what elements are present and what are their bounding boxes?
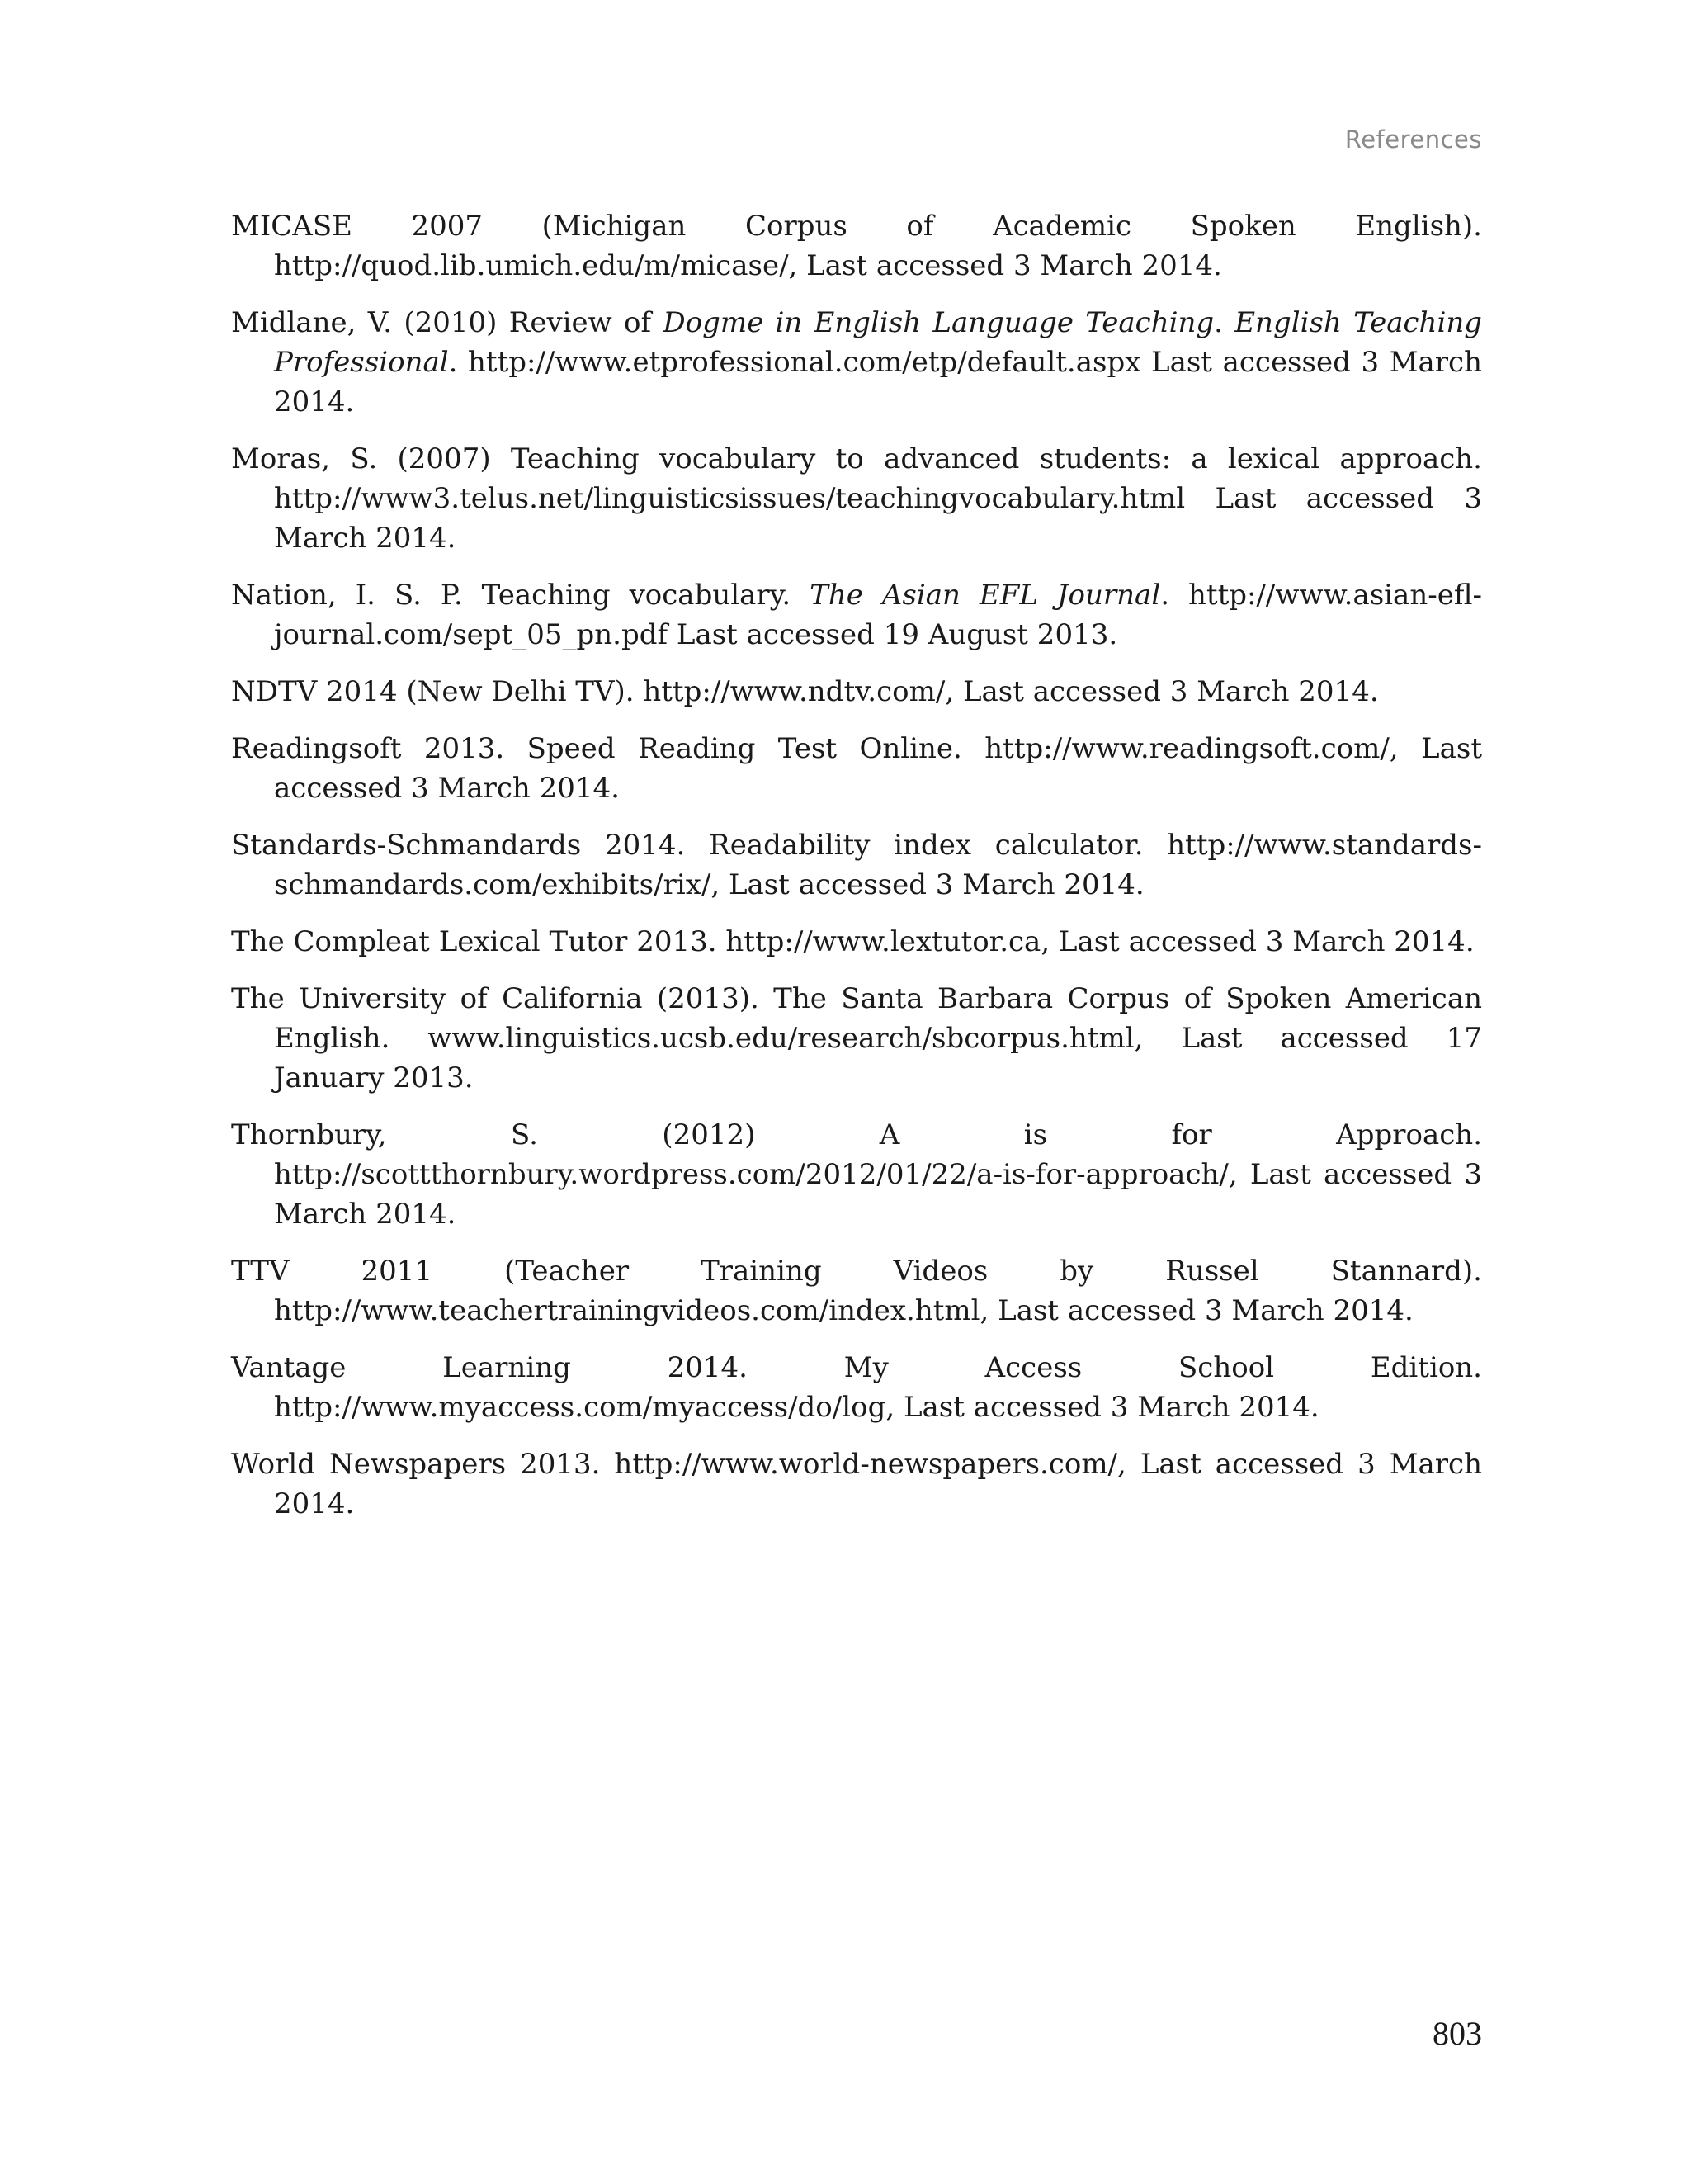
reference-entry	[231, 206, 1482, 286]
reference-entry	[231, 1444, 1482, 1524]
reference-text: Readingsoft 2013. Speed Reading Test Online. http://www.readingsoft.com/, Last accessed 3 March 2014.	[231, 732, 1482, 805]
reference-entry	[231, 979, 1482, 1098]
reference-text: .	[1214, 306, 1235, 339]
reference-text: Nation, I. S. P. Teaching vocabulary.	[231, 579, 810, 612]
reference-text: . http://www.etprofessional.com/etp/default.aspx Last accessed 3 March 2014.	[274, 346, 1482, 418]
reference-text: World Newspapers 2013. http://www.world-newspapers.com/, Last accessed 3 March 2014.	[231, 1448, 1482, 1520]
reference-text: The University of California (2013). The Santa Barbara Corpus of Spoken American English. www.linguistics.ucsb.edu/research/sbcorpus.html, Last accessed 17 January 2013.	[231, 982, 1482, 1094]
reference-text: NDTV 2014 (New Delhi TV). http://www.ndtv.com/, Last accessed 3 March 2014.	[231, 675, 1379, 708]
reference-entry	[231, 825, 1482, 905]
reference-list	[231, 206, 1482, 1541]
reference-text: Thornbury, S. (2012) A is for Approach. http://scottthornbury.wordpress.com/2012/01/22/a-is-for-approach/, Last accessed 3 March 2014.	[231, 1118, 1482, 1231]
reference-entry	[231, 303, 1482, 422]
reference-italic-title: The Asian EFL Journal	[810, 579, 1161, 612]
running-head: References	[1344, 125, 1482, 154]
page-number: 803	[1433, 2015, 1482, 2052]
reference-entry	[231, 672, 1482, 711]
reference-text: MICASE 2007 (Michigan Corpus of Academic Spoken English). http://quod.lib.umich.edu/m/micase/, Last accessed 3 March 2014.	[231, 210, 1482, 282]
reference-text: Moras, S. (2007) Teaching vocabulary to advanced students: a lexical approach. http://www3.telus.net/linguisticsissues/teachingvocabulary.html Last accessed 3 March 2014.	[231, 442, 1482, 555]
reference-entry	[231, 575, 1482, 655]
reference-entry	[231, 439, 1482, 558]
reference-italic-title: English Teaching Professional	[274, 306, 1482, 379]
reference-entry	[231, 1251, 1482, 1331]
reference-text: Standards-Schmandards 2014. Readability index calculator. http://www.standards-schmandards.com/exhibits/rix/, Last accessed 3 March 2014.	[231, 829, 1482, 901]
reference-italic-title: Dogme in English Language Teaching	[663, 306, 1215, 339]
reference-text: TTV 2011 (Teacher Training Videos by Russel Stannard). http://www.teachertrainingvideos.com/index.html, Last accessed 3 March 2014.	[231, 1255, 1482, 1327]
reference-entry	[231, 1115, 1482, 1234]
reference-entry	[231, 1348, 1482, 1427]
reference-entry	[231, 922, 1482, 962]
reference-text: The Compleat Lexical Tutor 2013. http://www.lextutor.ca, Last accessed 3 March 2014.	[231, 925, 1475, 958]
reference-text: Midlane, V. (2010) Review of	[231, 306, 663, 339]
reference-text: Vantage Learning 2014. My Access School Edition. http://www.myaccess.com/myaccess/do/log, Last accessed 3 March 2014.	[231, 1351, 1482, 1424]
reference-entry	[231, 729, 1482, 808]
reference-text: . http://www.asian-efl-journal.com/sept_05_pn.pdf Last accessed 19 August 2013.	[274, 579, 1482, 651]
